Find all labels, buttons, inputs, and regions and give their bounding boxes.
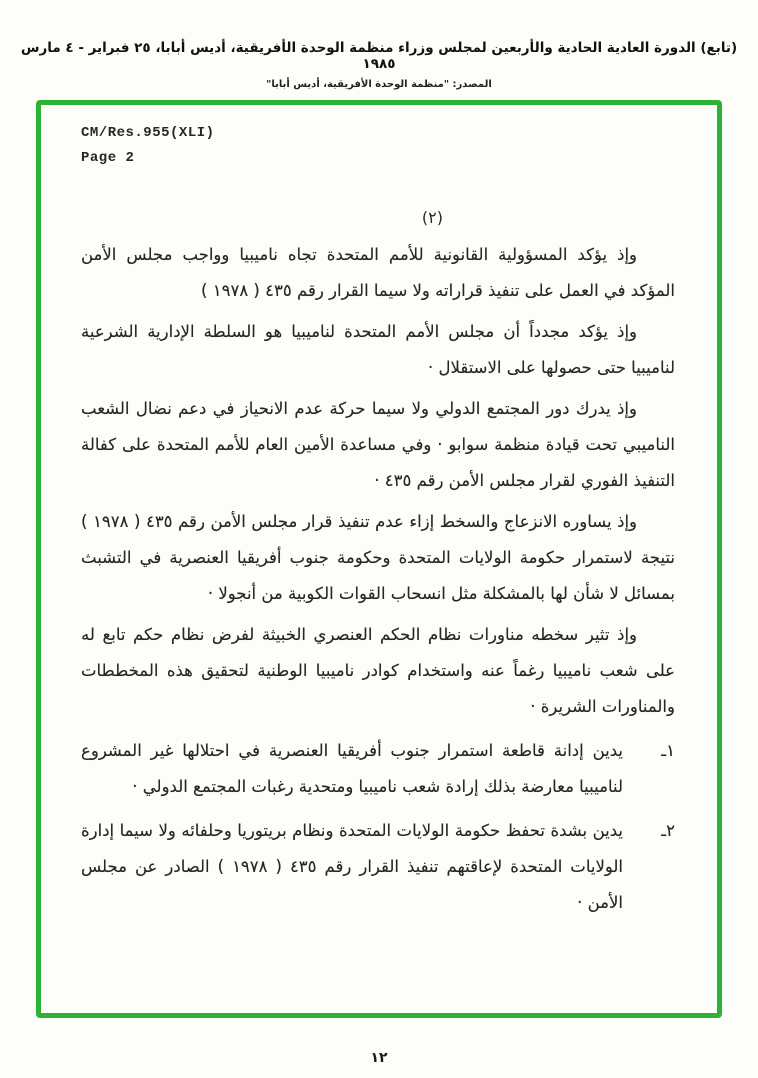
paragraph-4: وإذ يساوره الانزعاج والسخط إزاء عدم تنفيذ قرار مجلس الأمن رقم ٤٣٥ ( ١٩٧٨ ) نتيجة لاستمرار حكومة الولايات المتحدة وحكومة جنوب أفريقيا العنصرية في التشبث بمسائل لا شأن لها بالمشكلة مثل انسحاب القوات الكوبية من أنجولا · [81, 512, 675, 603]
numbered-item-1 [81, 733, 675, 805]
header-source-line: المصدر: "منظمة الوحدة الأفريقية، أديس أبابا" [266, 79, 492, 90]
item-1-text: يدين إدانة قاطعة استمرار جنوب أفريقيا العنصرية في احتلالها غير المشروع لناميبيا معارضة بذلك إرادة شعب ناميبيا ومتحدية رغبات المجتمع الدولي · [81, 741, 623, 796]
item-2-number: ٢ـ [661, 821, 675, 840]
item-2-text: يدين بشدة تحفظ حكومة الولايات المتحدة ونظام بريتوريا وحلفائه ولا سيما إدارة الولايات المتحدة لإعاقتهم تنفيذ القرار رقم ٤٣٥ ( ١٩٧٨ ) الصادر عن مجلس الأمن · [81, 821, 623, 912]
document-reference: CM/Res.955(XLI) [81, 125, 215, 141]
document-page-label: Page 2 [81, 150, 135, 166]
numbered-item-2 [81, 813, 675, 921]
header-session-title: (تابع) الدورة العادية الحادية والأربعين لمجلس وزراء منظمة الوحدة الأفريقية، أديس أبابا، ٢٥ فبراير - ٤ مارس ١٩٨٥ [20, 40, 738, 72]
footer-page-number: ١٢ [370, 1050, 388, 1066]
green-border-frame [36, 100, 722, 1018]
paragraph-3: وإذ يدرك دور المجتمع الدولي ولا سيما حركة عدم الانحياز في دعم نضال الشعب الناميبي تحت قيادة منظمة سوابو · وفي مساعدة الأمين العام للأمم المتحدة على كفالة التنفيذ الفوري لقرار مجلس الأمن رقم ٤٣٥ · [81, 399, 675, 490]
paragraph-1: وإذ يؤكد المسؤولية القانونية للأمم المتحدة تجاه ناميبيا وواجب مجلس الأمن المؤكد في العمل على تنفيذ قراراته ولا سيما القرار رقم ٤٣٥ ( ١٩٧٨ ) [81, 245, 675, 300]
paragraph-2: وإذ يؤكد مجدداً أن مجلس الأمم المتحدة لناميبيا هو السلطة الإدارية الشرعية لناميبيا حتى حصولها على الاستقلال · [81, 322, 675, 377]
page-header [20, 40, 738, 90]
item-1-number: ١ـ [661, 741, 675, 760]
section-number: (٢) [421, 208, 443, 227]
paragraph-5: وإذ تثير سخطه مناورات نظام الحكم العنصري الخبيثة لفرض نظام حكم تابع له على شعب ناميبيا رغماً عنه واستخدام كوادر ناميبيا الوطنية لتحقيق هذه المخططات والمناورات الشريرة · [81, 625, 675, 716]
